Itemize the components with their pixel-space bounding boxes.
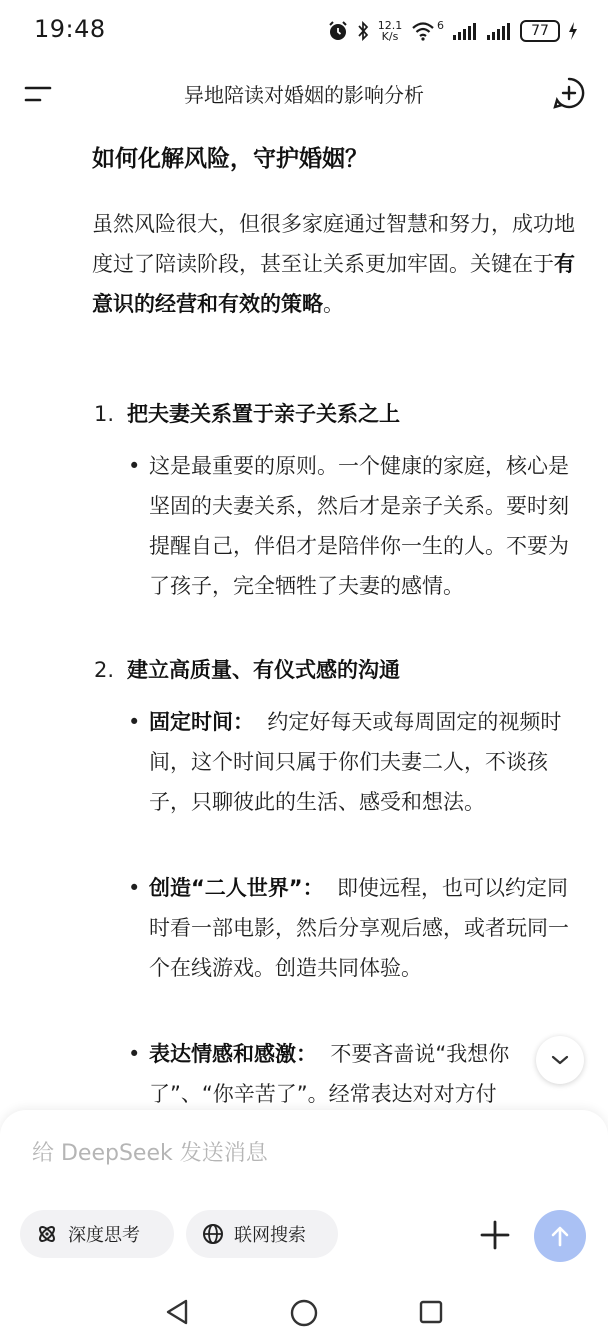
network-type: 6 [437, 18, 444, 32]
status-icons [327, 17, 578, 45]
chat-title[interactable]: 异地陪读对婚姻的影响分析 [184, 83, 424, 107]
intro-bold-text: 有意识的经营和有效的策略 [92, 252, 575, 316]
bullet-text: 不要吝啬说“我想你了”、“你辛苦了”。经常表达对对方付 [149, 1042, 510, 1106]
deep-think-toggle[interactable] [20, 1210, 174, 1258]
intro-text: 虽然风险很大，但很多家庭通过智慧和努力，成功地度过了陪读阶段，甚至让关系更加牢固。关键在于 [92, 212, 575, 276]
deep-think-label: 深度思考 [68, 1225, 140, 1246]
bluetooth-icon [357, 21, 369, 41]
charging-icon [568, 22, 578, 40]
globe-icon [202, 1223, 224, 1245]
wifi-icon [411, 21, 435, 41]
composer [0, 1110, 608, 1270]
list-item-title: 建立高质量、有仪式感的沟通 [127, 658, 400, 682]
bullet-text: 这是最重要的原则。一个健康的家庭，核心是坚固的夫妻关系，然后才是亲子关系。要时刻提醒自己，伴侣才是陪伴你一生的人。不要为了孩子，完全牺牲了夫妻的感情。 [149, 454, 569, 598]
system-nav-bar [0, 1270, 608, 1344]
bullet-bold: 创造“二人世界”： [149, 876, 324, 900]
alarm-icon [327, 20, 349, 42]
recent-apps-icon[interactable] [419, 1300, 443, 1324]
bullet-bold: 固定时间： [149, 710, 254, 734]
chevron-down-icon [550, 1054, 570, 1066]
list-item-title: 把夫妻关系置于亲子关系之上 [127, 402, 400, 426]
net-speed-unit: K/s [381, 30, 399, 43]
signal-icon [452, 21, 478, 41]
bullet-bold: 表达情感和感激： [149, 1042, 317, 1066]
chat-header [0, 62, 608, 124]
back-icon[interactable] [164, 1298, 190, 1326]
bullet-text: 即使远程，也可以约定同时看一部电影，然后分享观后感，或者玩同一个在线游戏。创造共同体验。 [149, 876, 569, 980]
bullet-text: 约定好每天或每周固定的视频时间，这个时间只属于你们夫妻二人，不谈孩子，只聊彼此的生活、感受和想法。 [149, 710, 562, 814]
intro-end: 。 [323, 292, 344, 316]
arrow-up-icon [548, 1224, 572, 1248]
web-search-toggle[interactable] [186, 1210, 338, 1258]
status-bar [0, 0, 608, 62]
bullet-item: • 这是最重要的原则。一个健康的家庭，核心是坚固的夫妻关系，然后才是亲子关系。要时刻提醒自己，伴侣才是陪伴你一生的人。不要为了孩子，完全牺牲了夫妻的感情。 [128, 446, 584, 606]
section-heading: 如何化解风险，守护婚姻？ [92, 146, 368, 172]
battery-indicator: 77 [520, 20, 560, 42]
list-number: 1. [94, 402, 115, 426]
intro-paragraph [92, 204, 590, 324]
home-icon[interactable] [289, 1298, 319, 1328]
net-speed-value: 12.1 [377, 19, 403, 32]
message-input[interactable]: 给 DeepSeek 发送消息 [32, 1141, 268, 1166]
list-item-2 [94, 650, 400, 690]
net-speed [377, 20, 403, 42]
list-number: 2. [94, 658, 115, 682]
message-content [0, 124, 608, 1110]
bullet-item: • 表达情感和感激： 不要吝啬说“我想你了”、“你辛苦了”。经常表达对对方付 [128, 1042, 510, 1106]
new-chat-icon [552, 76, 586, 110]
bullet-item: • 固定时间： 约定好每天或每周固定的视频时间，这个时间只属于你们夫妻二人，不谈孩子，只聊彼此的生活、感受和想法。 [128, 710, 562, 814]
web-search-label: 联网搜索 [234, 1225, 306, 1246]
new-chat-button[interactable] [552, 76, 586, 110]
attach-button[interactable] [478, 1218, 512, 1252]
scroll-to-bottom-button[interactable] [536, 1036, 584, 1084]
status-time: 19:48 [34, 15, 106, 43]
send-button[interactable] [534, 1210, 586, 1262]
bullet-item: • 创造“二人世界”： 即使远程，也可以约定同时看一部电影，然后分享观后感，或者玩同一个在线游戏。创造共同体验。 [128, 876, 569, 980]
list-item-1 [94, 394, 400, 434]
deep-think-icon [36, 1223, 58, 1245]
plus-icon [478, 1218, 512, 1252]
signal-icon-2 [486, 21, 512, 41]
